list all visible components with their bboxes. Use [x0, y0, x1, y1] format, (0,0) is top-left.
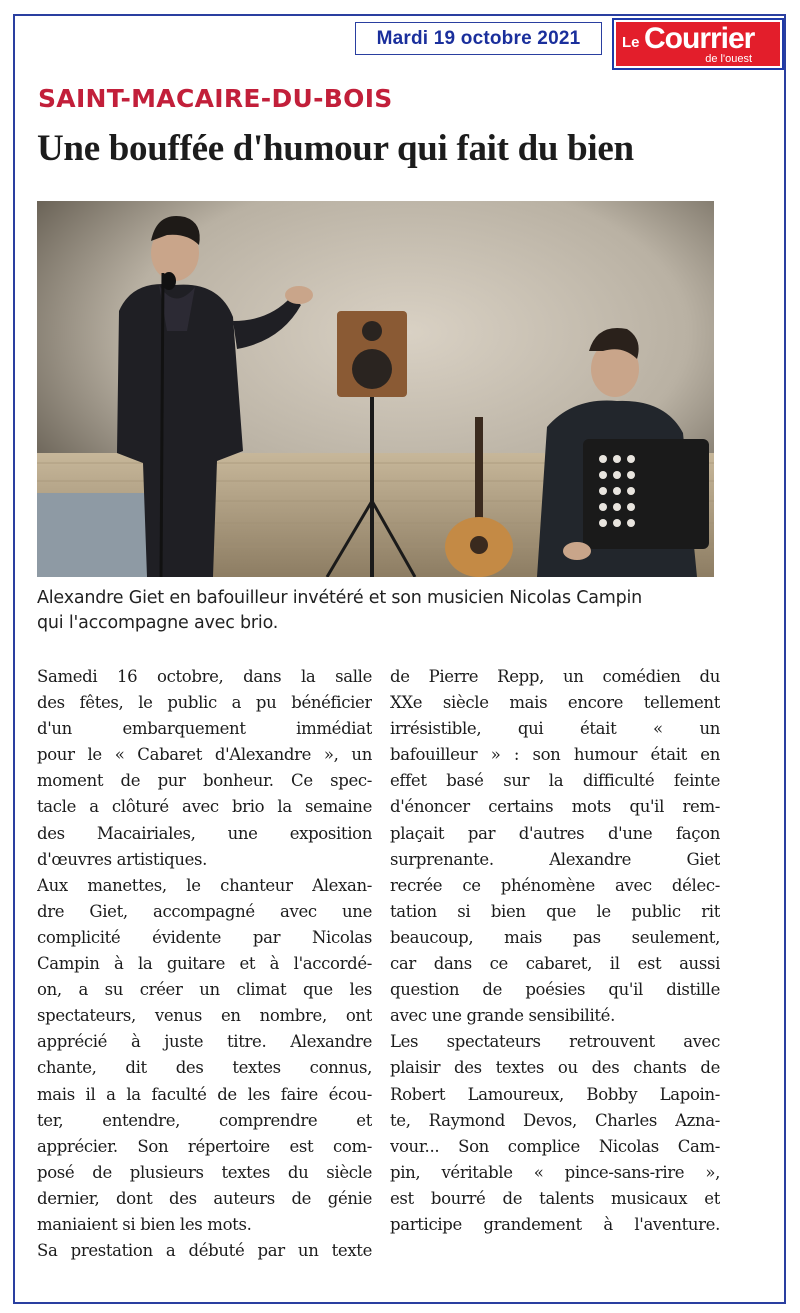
body-line: posé de plusieurs textes du siècle: [37, 1162, 372, 1182]
body-line: irrésistible, qui était « un: [390, 719, 720, 739]
body-line: pour le « Cabaret d'Alexandre », un: [37, 745, 372, 765]
body-line: maniaient si bien les mots.: [37, 1214, 252, 1234]
body-line: avec une grande sensibilité.: [390, 1006, 615, 1026]
article-kicker: SAINT-MACAIRE-DU-BOIS: [38, 84, 393, 113]
photo-caption: [37, 586, 737, 636]
body-line: Samedi 16 octobre, dans la salle: [37, 667, 372, 686]
body-line: pin, véritable « pince-sans-rire »,: [390, 1162, 720, 1182]
logo-name: Courrier: [644, 22, 755, 55]
body-line: recrée ce phénomène avec délec-: [390, 875, 720, 895]
body-line: Les spectateurs retrouvent avec: [390, 1032, 720, 1052]
body-line: mais il a la faculté de les faire écou-: [37, 1084, 372, 1104]
body-line: plaisir des textes ou des chants de: [390, 1058, 720, 1078]
body-line: complicité évidente par Nicolas: [37, 927, 372, 947]
body-line: moment de pur bonheur. Ce spec-: [37, 771, 372, 791]
body-line: tation si bien que le public rit: [390, 901, 720, 921]
logo-prefix: Le: [622, 34, 640, 51]
body-line: dre Giet, accompagné avec une: [37, 901, 372, 921]
body-line: car dans ce cabaret, il est aussi: [390, 954, 720, 974]
body-line: Aux manettes, le chanteur Alexan-: [37, 875, 372, 895]
body-line: surprenante. Alexandre Giet: [390, 849, 720, 869]
body-line: Campin à la guitare et à l'accordé-: [37, 954, 372, 974]
body-line: vour... Son complice Nicolas Cam-: [390, 1136, 720, 1156]
article-photo: [37, 201, 714, 577]
body-line: ter, entendre, comprendre et: [37, 1110, 372, 1130]
body-line: participe grandement à l'aventure.: [390, 1214, 720, 1234]
article-column-left: [37, 664, 372, 1264]
body-line: de Pierre Repp, un comédien du: [390, 667, 720, 686]
body-line: plaçait par d'autres d'une façon: [390, 823, 720, 843]
body-line: d'un embarquement immédiat: [37, 719, 372, 739]
body-line: beaucoup, mais pas seulement,: [390, 927, 720, 947]
caption-line: Alexandre Giet en bafouilleur invétéré et son musicien Nicolas Campin: [37, 588, 643, 608]
body-line: dernier, dont des auteurs de génie: [37, 1188, 372, 1208]
publication-date: Mardi 19 octobre 2021: [355, 22, 602, 55]
body-line: apprécié à juste titre. Alexandre: [37, 1032, 372, 1052]
body-line: d'œuvres artistiques.: [37, 849, 208, 869]
body-line: Sa prestation a débuté par un texte: [37, 1241, 372, 1261]
photo-icon: [37, 201, 714, 577]
logo-background: [616, 22, 780, 66]
caption-line: qui l'accompagne avec brio.: [37, 613, 279, 633]
body-line: effet basé sur la difficulté feinte: [390, 771, 720, 791]
body-line: des fêtes, le public a pu bénéficier: [37, 693, 372, 713]
body-line: des Macairiales, une exposition: [37, 823, 372, 843]
body-line: te, Raymond Devos, Charles Azna-: [390, 1110, 720, 1130]
body-line: question de poésies qu'il distille: [390, 980, 720, 1000]
body-line: bafouilleur » : son humour était en: [390, 745, 720, 765]
body-line: apprécier. Son répertoire est com-: [37, 1136, 372, 1156]
article-headline: Une bouffée d'humour qui fait du bien: [37, 128, 634, 169]
body-line: tacle a clôturé avec brio la semaine: [37, 797, 372, 817]
article-column-right: [390, 664, 720, 1238]
newspaper-logo: [612, 18, 784, 70]
body-line: est bourré de talents musicaux et: [390, 1188, 720, 1208]
body-line: on, a su créer un climat que les: [37, 980, 372, 1000]
body-line: d'énoncer certains mots qu'il rem-: [390, 797, 720, 817]
body-line: Robert Lamoureux, Bobby Lapoin-: [390, 1084, 720, 1104]
body-line: spectateurs, venus en nombre, ont: [37, 1006, 372, 1026]
body-line: chante, dit des textes connus,: [37, 1058, 372, 1078]
body-line: XXe siècle mais encore tellement: [390, 693, 720, 713]
logo-subtitle: de l'ouest: [705, 53, 752, 65]
